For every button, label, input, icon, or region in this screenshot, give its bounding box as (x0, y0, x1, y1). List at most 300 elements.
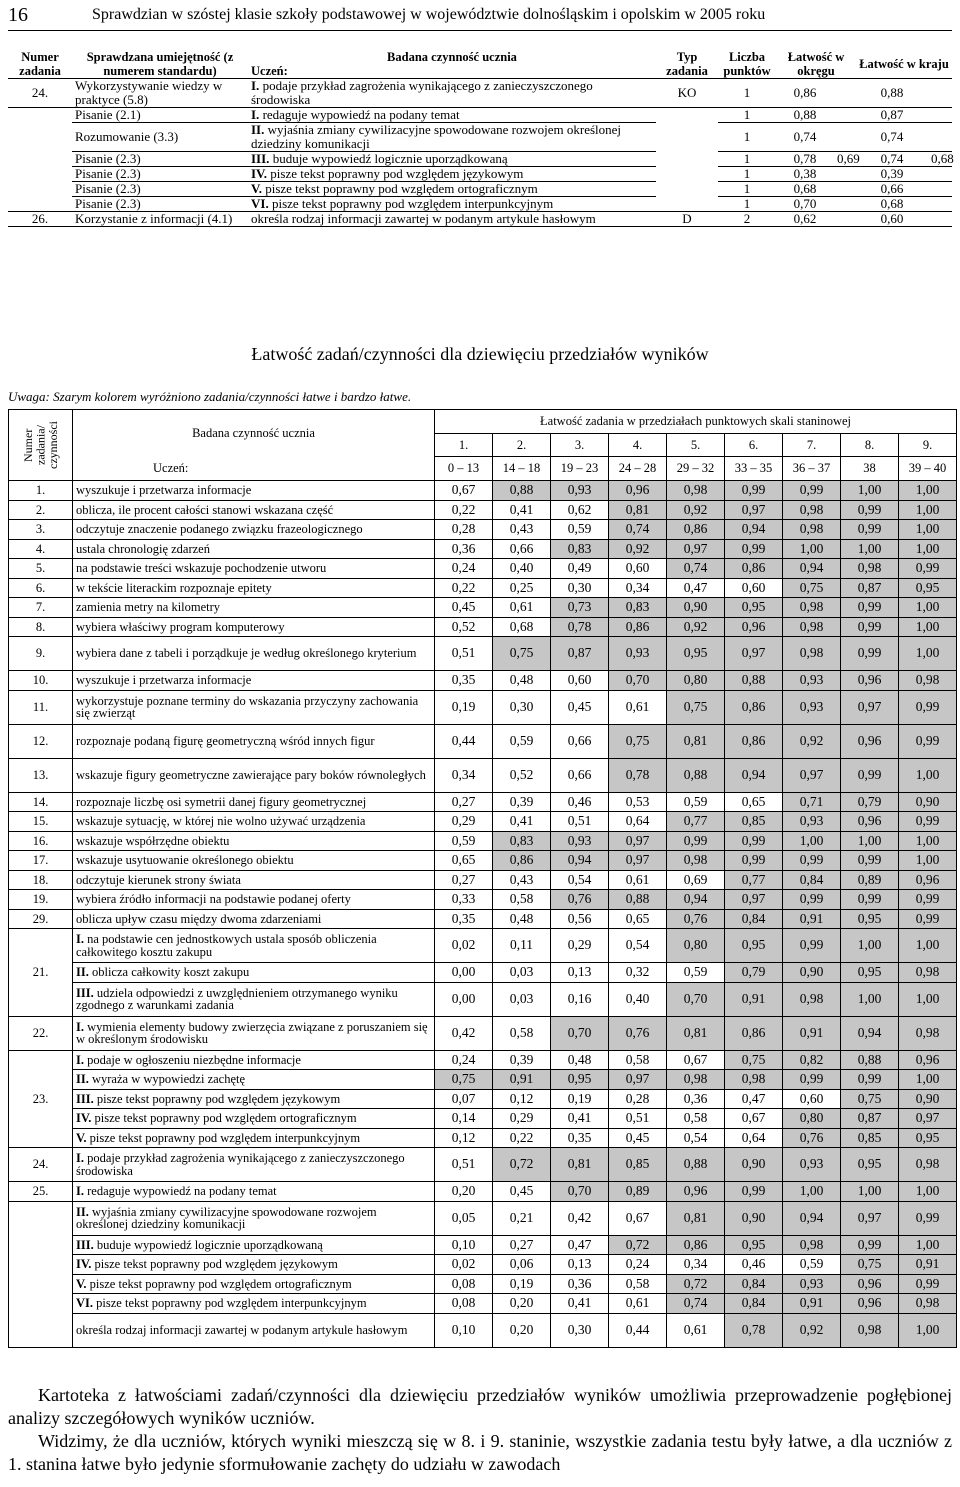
easiness-value: 0,24 (609, 1255, 667, 1275)
easiness-value: 0,47 (667, 578, 725, 598)
easiness-value: 0,49 (551, 559, 609, 579)
easiness-value: 0,75 (783, 578, 841, 598)
t1-body (8, 79, 952, 227)
t1-skill: Pisanie (2.3) (72, 167, 248, 182)
easiness-value: 0,98 (899, 1016, 957, 1050)
easiness-value: 0,35 (551, 1128, 609, 1148)
easiness-value: 0,47 (551, 1235, 609, 1255)
t1-easiness-region: 0,38 (776, 167, 834, 182)
t2-task-number: 10. (9, 671, 73, 691)
easiness-value: 0,95 (667, 637, 725, 671)
easiness-value: 0,10 (435, 1313, 493, 1347)
easiness-value: 0,36 (667, 1089, 725, 1109)
t2-row (9, 617, 957, 637)
t1-easiness-region-total (834, 212, 856, 227)
t2-activity (73, 617, 435, 637)
easiness-value: 0,97 (667, 539, 725, 559)
easiness-value: 0,75 (609, 724, 667, 758)
easiness-value: 0,41 (551, 1294, 609, 1314)
easiness-value: 0,81 (667, 1016, 725, 1050)
easiness-value: 0,74 (667, 1294, 725, 1314)
easiness-value: 0,61 (609, 870, 667, 890)
easiness-value: 0,47 (725, 1089, 783, 1109)
easiness-value: 0,98 (783, 520, 841, 540)
easiness-value: 0,19 (435, 690, 493, 724)
easiness-value: 0,08 (435, 1294, 493, 1314)
easiness-value: 0,52 (435, 617, 493, 637)
easiness-value: 0,84 (725, 909, 783, 929)
easiness-value: 0,99 (841, 520, 899, 540)
t2-row (9, 812, 957, 832)
easiness-value: 0,91 (899, 1255, 957, 1275)
easiness-value: 0,27 (435, 792, 493, 812)
t2-col-numer: Numer zadania/ czynności (9, 410, 73, 481)
easiness-value: 0,59 (667, 963, 725, 983)
easiness-value: 0,08 (435, 1274, 493, 1294)
task-summary-table (8, 50, 952, 227)
easiness-value: 0,90 (783, 963, 841, 983)
easiness-value: 0,73 (551, 598, 609, 618)
t1-points: 1 (718, 123, 776, 152)
easiness-value: 0,88 (493, 481, 551, 501)
easiness-value: 0,97 (841, 690, 899, 724)
t2-task-number: 14. (9, 792, 73, 812)
t2-task-number: 9. (9, 637, 73, 671)
t2-activity-text: zamienia metry na kilometry (76, 600, 221, 614)
t2-activity-text: buduje wypowiedź logicznie uporządkowaną (93, 1237, 323, 1252)
t2-activity (73, 1313, 435, 1347)
easiness-value: 0,34 (667, 1255, 725, 1275)
easiness-value: 0,99 (841, 758, 899, 792)
roman-numeral: III. (251, 151, 270, 166)
t2-activity (73, 870, 435, 890)
easiness-value: 0,28 (609, 1089, 667, 1109)
easiness-value: 0,99 (841, 637, 899, 671)
stanine-range: 38 (841, 456, 899, 480)
easiness-value: 0,75 (841, 1089, 899, 1109)
easiness-value: 0,30 (551, 578, 609, 598)
easiness-value: 0,88 (609, 890, 667, 910)
t2-activity-text: pisze tekst poprawny pod względem ortograficznym (91, 1111, 357, 1125)
easiness-value: 0,86 (725, 724, 783, 758)
t2-row (9, 1016, 957, 1050)
t2-activity (73, 1128, 435, 1148)
t2-task-number: 23. (9, 1050, 73, 1148)
t1-activity (248, 197, 656, 212)
easiness-value: 0,60 (725, 578, 783, 598)
easiness-value: 0,02 (435, 929, 493, 963)
t2-activity-text: wymienia elementy budowy zwierzęcia związane z poruszaniem się w określonym środowisku (76, 1019, 428, 1046)
t2-activity (73, 792, 435, 812)
easiness-value: 0,97 (899, 1109, 957, 1129)
t1-easiness-region-total (834, 108, 856, 123)
easiness-value: 1,00 (899, 982, 957, 1016)
t2-activity-text: udziela odpowiedzi z uwzględnieniem otrzymanego wyniku zgodnego z warunkami zadania (76, 985, 398, 1012)
easiness-value: 0,98 (899, 1294, 957, 1314)
easiness-value: 0,03 (493, 963, 551, 983)
easiness-value: 0,65 (609, 909, 667, 929)
easiness-value: 0,95 (841, 1148, 899, 1182)
t2-activity-text: pisze tekst poprawny pod względem ortograficznym (86, 1276, 352, 1291)
easiness-value: 0,46 (725, 1255, 783, 1275)
easiness-value: 0,82 (783, 1050, 841, 1070)
easiness-value: 0,77 (725, 870, 783, 890)
easiness-value: 0,86 (725, 690, 783, 724)
running-title: Sprawdzian w szóstej klasie szkoły podstawowej w województwie dolnośląskim i opolskim w 2005 roku (92, 6, 766, 23)
t1-points: 1 (718, 197, 776, 212)
t2-row (9, 1109, 957, 1129)
easiness-value: 0,93 (551, 831, 609, 851)
easiness-value: 0,96 (725, 617, 783, 637)
t2-activity-text: podaje przykład zagrożenia wynikającego z zanieczyszczonego środowiska (76, 1151, 405, 1178)
t1-row (8, 79, 952, 108)
t2-activity (73, 909, 435, 929)
easiness-value: 0,27 (493, 1235, 551, 1255)
stanine-label: 6. (725, 434, 783, 456)
t2-task-number: 12. (9, 724, 73, 758)
t1-easiness-region: 0,88 (776, 108, 834, 123)
conclusion-text (8, 1384, 952, 1476)
t2-activity-text: oblicza całkowity koszt zakupu (88, 965, 250, 979)
easiness-value: 0,35 (435, 671, 493, 691)
easiness-value: 0,96 (841, 1274, 899, 1294)
stanine-range: 39 – 40 (899, 456, 957, 480)
t2-activity (73, 1109, 435, 1129)
easiness-value: 0,85 (841, 1128, 899, 1148)
easiness-value: 0,12 (435, 1128, 493, 1148)
page-number: 16 (8, 4, 28, 26)
t2-activity (73, 812, 435, 832)
stanine-table (8, 409, 957, 1348)
easiness-value: 0,99 (841, 890, 899, 910)
t1-easiness-country-total (928, 108, 952, 123)
easiness-value: 0,96 (667, 1182, 725, 1202)
easiness-value: 0,60 (551, 671, 609, 691)
t2-activity (73, 1050, 435, 1070)
easiness-value: 0,80 (667, 671, 725, 691)
t1-easiness-country: 0,74 (856, 152, 928, 167)
t1-activity (248, 212, 656, 227)
easiness-value: 0,36 (551, 1274, 609, 1294)
t1-row (8, 152, 952, 167)
easiness-value: 1,00 (899, 481, 957, 501)
easiness-value: 0,22 (435, 578, 493, 598)
easiness-value: 0,75 (725, 1050, 783, 1070)
easiness-value: 0,56 (551, 909, 609, 929)
easiness-value: 0,54 (551, 870, 609, 890)
easiness-value: 1,00 (899, 1313, 957, 1347)
easiness-value: 0,83 (609, 598, 667, 618)
easiness-value: 0,84 (725, 1294, 783, 1314)
easiness-value: 0,51 (609, 1109, 667, 1129)
easiness-value: 0,32 (609, 963, 667, 983)
t2-row (9, 637, 957, 671)
easiness-value: 0,19 (493, 1274, 551, 1294)
easiness-value: 0,71 (783, 792, 841, 812)
easiness-value: 0,35 (435, 909, 493, 929)
easiness-value: 0,78 (609, 758, 667, 792)
stanine-label: 2. (493, 434, 551, 456)
easiness-value: 0,75 (435, 1070, 493, 1090)
easiness-value: 0,59 (493, 724, 551, 758)
roman-numeral: I. (76, 1019, 84, 1034)
easiness-value: 1,00 (841, 539, 899, 559)
easiness-value: 0,45 (551, 690, 609, 724)
easiness-value: 0,05 (435, 1201, 493, 1235)
easiness-value: 0,64 (725, 1128, 783, 1148)
t2-activity (73, 1294, 435, 1314)
easiness-value: 0,06 (493, 1255, 551, 1275)
easiness-value: 0,58 (667, 1109, 725, 1129)
easiness-value: 0,98 (783, 1235, 841, 1255)
easiness-value: 0,99 (899, 1274, 957, 1294)
t2-row (9, 690, 957, 724)
stanine-label: 9. (899, 434, 957, 456)
t2-activity-text: wybiera źródło informacji na podstawie podanej oferty (76, 892, 351, 906)
t1-activity (248, 167, 656, 182)
t2-task-number: 25. (9, 1182, 73, 1202)
easiness-value: 0,24 (435, 1050, 493, 1070)
t2-row (9, 1201, 957, 1235)
t1-easiness-country-total: 0,68 (928, 152, 952, 167)
t2-row (9, 520, 957, 540)
t2-row (9, 982, 957, 1016)
t1-easiness-country: 0,60 (856, 212, 928, 227)
easiness-value: 0,84 (725, 1274, 783, 1294)
easiness-value: 0,99 (899, 559, 957, 579)
t2-activity (73, 1182, 435, 1202)
roman-numeral: VI. (251, 196, 269, 211)
easiness-value: 0,83 (493, 831, 551, 851)
easiness-value: 0,92 (609, 539, 667, 559)
easiness-value: 0,93 (783, 690, 841, 724)
t2-activity (73, 963, 435, 983)
t2-row (9, 792, 957, 812)
easiness-value: 0,99 (725, 539, 783, 559)
t2-task-number: 1. (9, 481, 73, 501)
t2-row (9, 909, 957, 929)
t2-activity (73, 1201, 435, 1235)
easiness-value: 1,00 (783, 831, 841, 851)
t2-task-number: 17. (9, 851, 73, 871)
easiness-value: 0,51 (435, 637, 493, 671)
easiness-value: 0,36 (435, 539, 493, 559)
t2-activity-text: wskazuje usytuowanie określonego obiektu (76, 853, 294, 867)
t2-activity-text: odczytuje znaczenie podanego związku frazeologicznego (76, 522, 363, 536)
easiness-value: 0,39 (493, 792, 551, 812)
easiness-value: 0,67 (435, 481, 493, 501)
easiness-value: 0,91 (783, 1016, 841, 1050)
easiness-value: 0,51 (435, 1148, 493, 1182)
easiness-value: 0,81 (551, 1148, 609, 1182)
t2-task-number (9, 1201, 73, 1347)
easiness-value: 0,88 (725, 671, 783, 691)
easiness-value: 0,98 (899, 671, 957, 691)
easiness-value: 0,41 (493, 500, 551, 520)
t2-activity-text: wskazuje współrzędne obiektu (76, 833, 230, 848)
t1-points: 1 (718, 182, 776, 197)
t2-activity (73, 559, 435, 579)
easiness-value: 0,45 (435, 598, 493, 618)
easiness-value: 1,00 (899, 1235, 957, 1255)
easiness-value: 0,94 (783, 559, 841, 579)
easiness-value: 0,99 (841, 500, 899, 520)
t2-activity (73, 724, 435, 758)
easiness-value: 0,83 (551, 539, 609, 559)
easiness-value: 1,00 (899, 598, 957, 618)
t1-skill: Pisanie (2.1) (72, 108, 248, 123)
easiness-value: 0,70 (551, 1016, 609, 1050)
t2-row (9, 578, 957, 598)
easiness-value: 0,94 (841, 1016, 899, 1050)
t2-activity-text: wskazuje sytuację, w której nie wolno używać urządzenia (76, 814, 366, 828)
easiness-value: 1,00 (899, 637, 957, 671)
t2-row (9, 870, 957, 890)
t1-skill: Pisanie (2.3) (72, 152, 248, 167)
easiness-value: 0,99 (725, 831, 783, 851)
easiness-value: 0,85 (725, 812, 783, 832)
easiness-value: 0,14 (435, 1109, 493, 1129)
easiness-value: 0,44 (609, 1313, 667, 1347)
easiness-value: 0,95 (841, 963, 899, 983)
easiness-value: 0,67 (609, 1201, 667, 1235)
easiness-value: 0,90 (725, 1148, 783, 1182)
easiness-value: 0,96 (841, 812, 899, 832)
t1-easiness-region: 0,74 (776, 123, 834, 152)
easiness-value: 0,99 (841, 851, 899, 871)
easiness-value: 0,80 (667, 929, 725, 963)
t1-skill: Pisanie (2.3) (72, 197, 248, 212)
roman-numeral: VI. (76, 1296, 94, 1310)
easiness-value: 0,70 (667, 982, 725, 1016)
easiness-value: 0,87 (841, 1109, 899, 1129)
t1-row (8, 123, 952, 152)
t2-activity (73, 831, 435, 851)
easiness-value: 0,22 (493, 1128, 551, 1148)
easiness-value: 0,93 (551, 481, 609, 501)
easiness-value: 0,43 (493, 870, 551, 890)
t2-activity (73, 1274, 435, 1294)
easiness-value: 0,86 (725, 1016, 783, 1050)
t2-task-number: 6. (9, 578, 73, 598)
t2-row (9, 481, 957, 501)
t1-activity-text: określa rodzaj informacji zawartej w podanym artykule hasłowym (251, 211, 596, 226)
easiness-value: 0,99 (841, 598, 899, 618)
easiness-value: 0,88 (841, 1050, 899, 1070)
stanine-range: 29 – 32 (667, 456, 725, 480)
t1-easiness-region-total (834, 197, 856, 212)
t1-activity (248, 108, 656, 123)
easiness-value: 0,95 (899, 578, 957, 598)
roman-numeral: V. (76, 1276, 87, 1291)
roman-numeral: II. (76, 965, 89, 979)
easiness-value: 0,90 (899, 792, 957, 812)
easiness-value: 1,00 (899, 1182, 957, 1202)
easiness-value: 0,61 (609, 1294, 667, 1314)
easiness-value: 0,98 (783, 598, 841, 618)
easiness-value: 0,00 (435, 982, 493, 1016)
easiness-value: 0,99 (899, 690, 957, 724)
roman-numeral: III. (76, 1091, 94, 1106)
easiness-value: 0,93 (783, 671, 841, 691)
t1-activity (248, 123, 656, 152)
easiness-value: 0,60 (783, 1089, 841, 1109)
t2-activity-text: ustala chronologię zdarzeń (76, 541, 210, 556)
t2-task-number: 13. (9, 758, 73, 792)
easiness-value: 0,96 (841, 1294, 899, 1314)
easiness-value: 0,72 (493, 1148, 551, 1182)
paragraph-1: Kartoteka z łatwościami zadań/czynności dla dziewięciu przedziałów wyników umożliwia przeprowadzenie pogłębionej analizy szczegółowych wyników uczniów. (8, 1385, 952, 1428)
t2-task-number: 19. (9, 890, 73, 910)
easiness-value: 1,00 (841, 929, 899, 963)
easiness-value: 0,30 (493, 690, 551, 724)
easiness-value: 0,99 (899, 812, 957, 832)
easiness-value: 0,69 (667, 870, 725, 890)
easiness-value: 0,99 (783, 851, 841, 871)
t2-activity (73, 637, 435, 671)
easiness-value: 0,97 (609, 1070, 667, 1090)
t2-activity (73, 481, 435, 501)
t1-activity-text: pisze tekst poprawny pod względem językowym (267, 166, 524, 181)
t1-easiness-region: 0,70 (776, 197, 834, 212)
t1-easiness-region: 0,62 (776, 212, 834, 227)
easiness-value: 0,74 (667, 559, 725, 579)
easiness-value: 0,58 (493, 1016, 551, 1050)
t2-row (9, 539, 957, 559)
easiness-value: 0,86 (667, 520, 725, 540)
easiness-value: 1,00 (841, 831, 899, 851)
t2-row (9, 1235, 957, 1255)
t2-task-number: 22. (9, 1016, 73, 1050)
t1-skill: Korzystanie z informacji (4.1) (72, 212, 248, 227)
t1-easiness-country-total (928, 79, 952, 108)
easiness-value: 0,02 (435, 1255, 493, 1275)
easiness-value: 0,29 (493, 1109, 551, 1129)
easiness-value: 0,81 (667, 1201, 725, 1235)
t1-activity-text: redaguje wypowiedź na podany temat (259, 107, 460, 122)
easiness-value: 0,60 (609, 559, 667, 579)
t2-activity-text: oblicza upływ czasu między dwoma zdarzeniami (76, 911, 322, 926)
easiness-value: 0,98 (783, 500, 841, 520)
t2-row (9, 831, 957, 851)
easiness-value: 0,89 (609, 1182, 667, 1202)
easiness-value: 0,98 (667, 851, 725, 871)
t1-easiness-region-total (834, 182, 856, 197)
t2-row (9, 1294, 957, 1314)
easiness-value: 0,91 (725, 982, 783, 1016)
t1-easiness-region: 0,78 (776, 152, 834, 167)
easiness-value: 0,96 (841, 671, 899, 691)
easiness-value: 0,93 (609, 637, 667, 671)
easiness-value: 0,99 (899, 724, 957, 758)
easiness-value: 0,87 (551, 637, 609, 671)
t1-easiness-region-total (834, 123, 856, 152)
easiness-value: 0,80 (783, 1109, 841, 1129)
easiness-value: 0,20 (493, 1294, 551, 1314)
easiness-value: 0,61 (493, 598, 551, 618)
t1-activity-text: pisze tekst poprawny pod względem ortograficznym (261, 181, 538, 196)
t2-activity-text: wyraża w wypowiedzi zachętę (88, 1072, 246, 1086)
t2-activity-text: wyszukuje i przetwarza informacje (76, 673, 252, 687)
easiness-value: 0,54 (609, 929, 667, 963)
easiness-value: 1,00 (899, 520, 957, 540)
easiness-value: 1,00 (841, 982, 899, 1016)
easiness-value: 0,40 (609, 982, 667, 1016)
easiness-value: 0,99 (783, 481, 841, 501)
easiness-value: 0,97 (609, 831, 667, 851)
easiness-value: 0,42 (435, 1016, 493, 1050)
t1-row (8, 182, 952, 197)
